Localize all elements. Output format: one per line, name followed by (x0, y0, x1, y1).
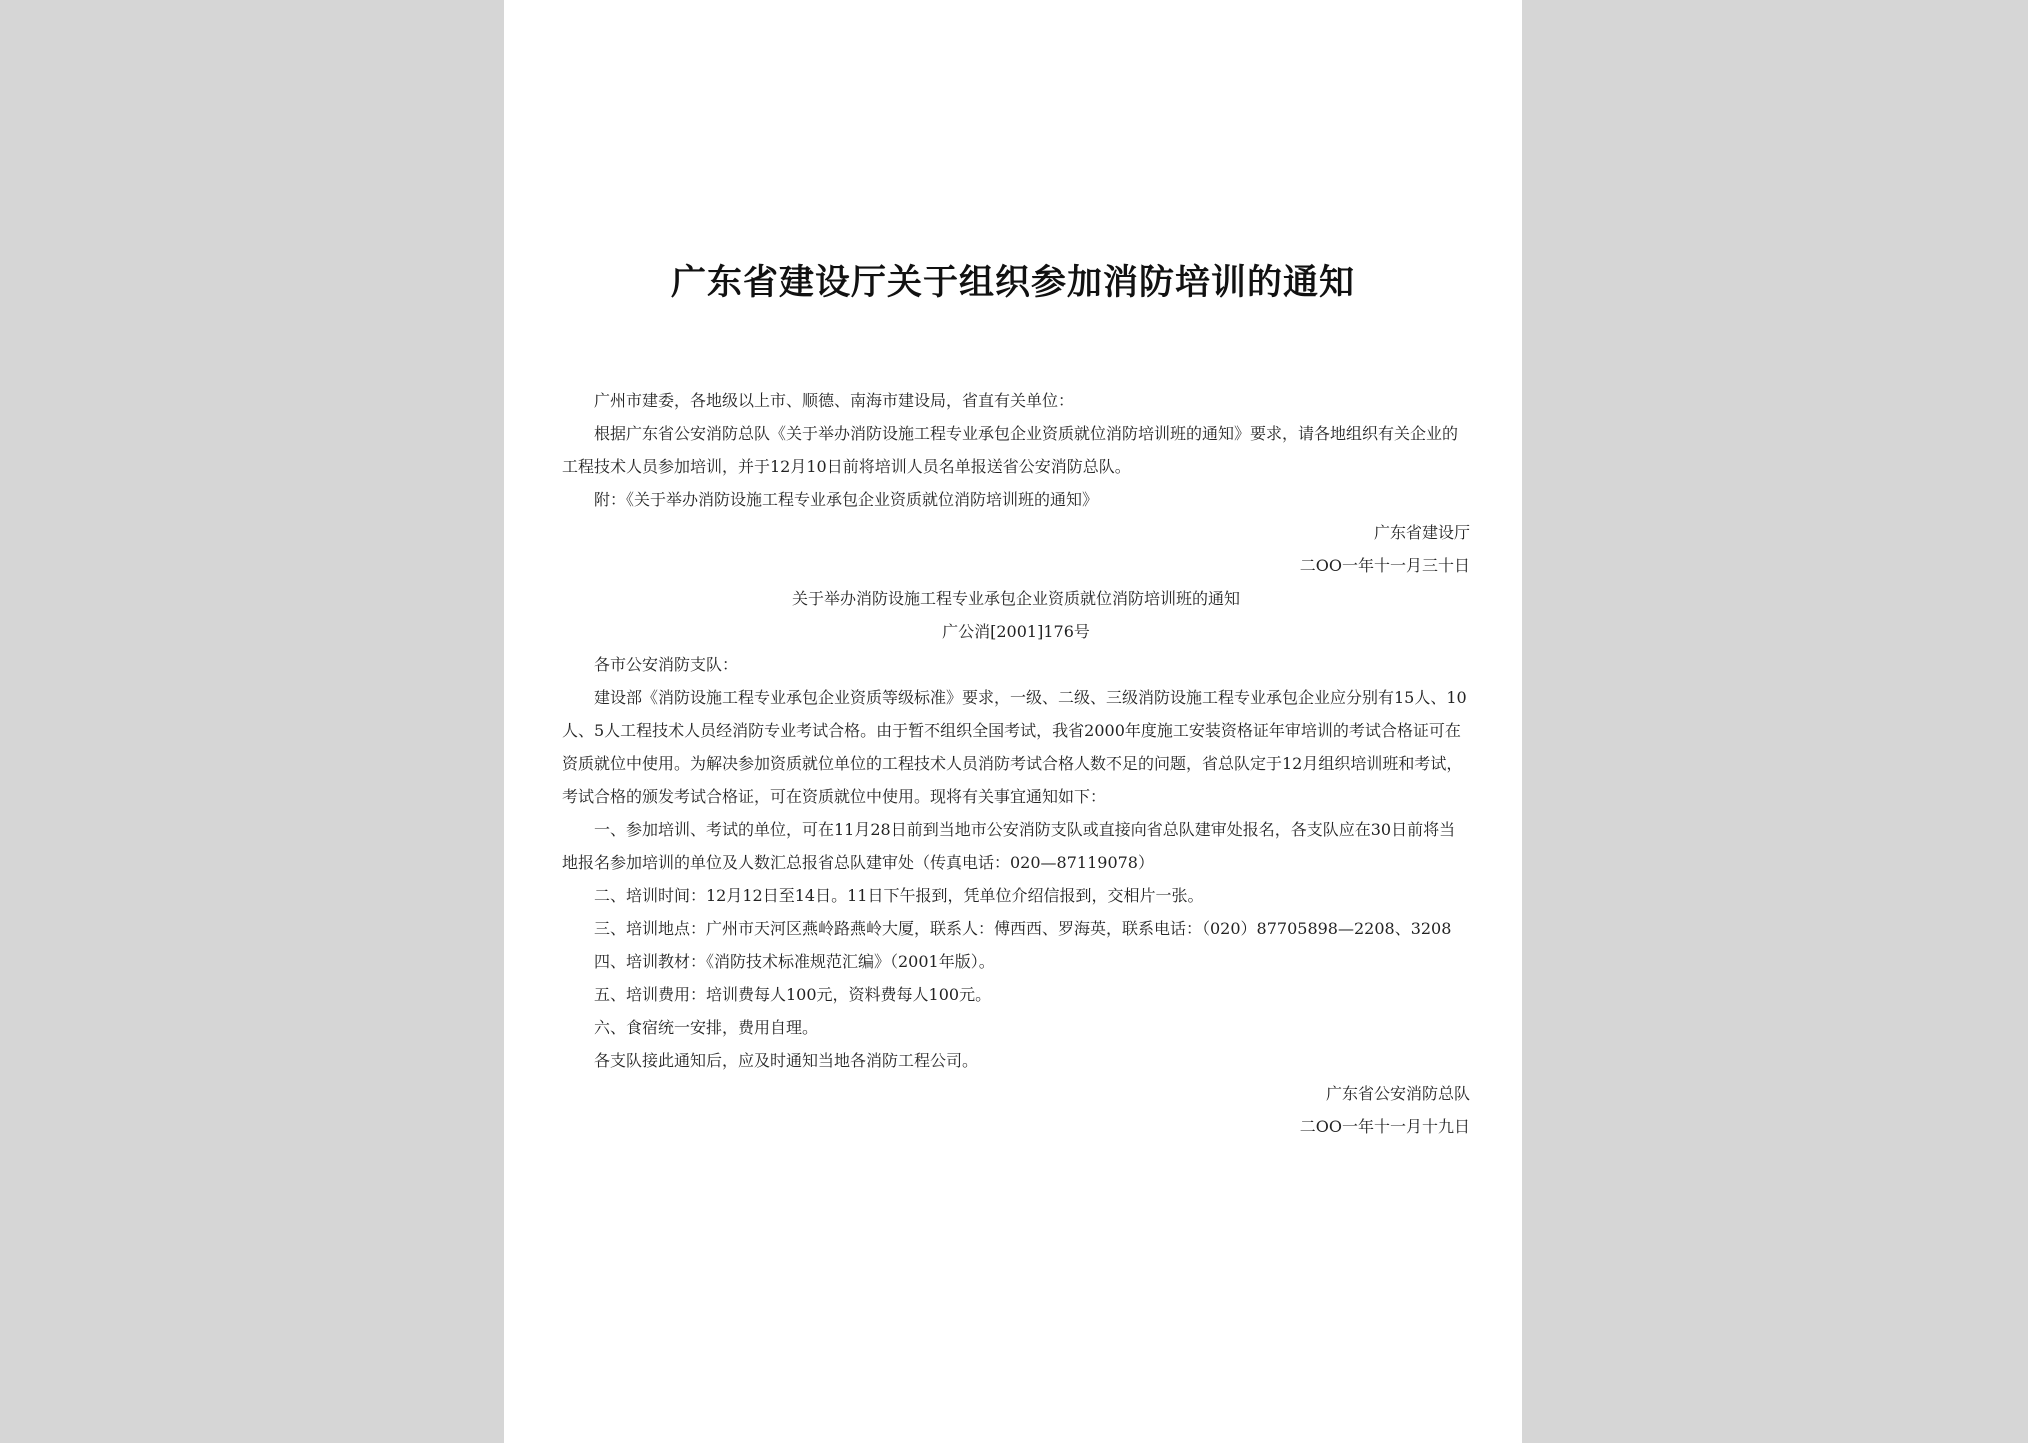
date-2: 二OO一年十一月十九日 (1299, 1117, 1470, 1136)
item-6: 六、食宿统一安排，费用自理。 (594, 1018, 819, 1037)
page-title: 广东省建设厅关于组织参加消防培训的通知 (670, 262, 1355, 303)
recipient-line: 广州市建委，各地级以上市、顺德、南海市建设局，省直有关单位： (594, 391, 1075, 410)
item-5: 五、培训费用：培训费每人100元，资料费每人100元。 (594, 985, 992, 1004)
signer-2: 广东省公安消防总队 (1325, 1084, 1470, 1103)
subtitle: 关于举办消防设施工程专业承包企业资质就位消防培训班的通知 (791, 589, 1240, 608)
signer-1: 广东省建设厅 (1373, 523, 1470, 542)
document-page (504, 0, 1522, 1443)
body-paragraph-1: 根据广东省公安消防总队《关于举办消防设施工程专业承包企业资质就位消防培训班的通知》要求，请各地组织有关企业的工程技术人员参加培训，并于12月10日前将培训人员名单报送省公安消防总队。 (562, 424, 1459, 476)
document-number: 广公消[2001]176号 (942, 622, 1090, 641)
item-2: 二、培训时间：12月12日至14日。11日下午报到，凭单位介绍信报到，交相片一张。 (594, 886, 1204, 905)
body-paragraph-2: 建设部《消防设施工程专业承包企业资质等级标准》要求，一级、二级、三级消防设施工程专业承包企业应分别有15人、10人、5人工程技术人员经消防专业考试合格。由于暂不组织全国考试，我省2000年度施工安装资格证年审培训的考试合格证可在资质就位中使用。为解决参加资质就位单位的工程技术人员消防考试合格人数不足的问题，省总队定于12月组织培训班和考试，考试合格的颁发考试合格证，可在资质就位中使用。现将有关事宜通知如下： (562, 688, 1467, 806)
item-1: 一、参加培训、考试的单位，可在11月28日前到当地市公安消防支队或直接向省总队建审处报名，各支队应在30日前将当地报名参加培训的单位及人数汇总报省总队建审处（传真电话：020—87119078） (562, 820, 1456, 872)
item-3: 三、培训地点：广州市天河区燕岭路燕岭大厦，联系人：傅西西、罗海英，联系电话：（020）87705898—2208、3208 (594, 919, 1452, 938)
date-1: 二OO一年十一月三十日 (1299, 556, 1470, 575)
recipient-line-2: 各市公安消防支队： (594, 655, 739, 674)
closing-line: 各支队接此通知后，应及时通知当地各消防工程公司。 (594, 1051, 979, 1070)
document-body (562, 384, 1470, 1143)
item-4: 四、培训教材：《消防技术标准规范汇编》（2001年版）。 (594, 952, 995, 971)
attachment-line: 附：《关于举办消防设施工程专业承包企业资质就位消防培训班的通知》 (594, 490, 1099, 509)
